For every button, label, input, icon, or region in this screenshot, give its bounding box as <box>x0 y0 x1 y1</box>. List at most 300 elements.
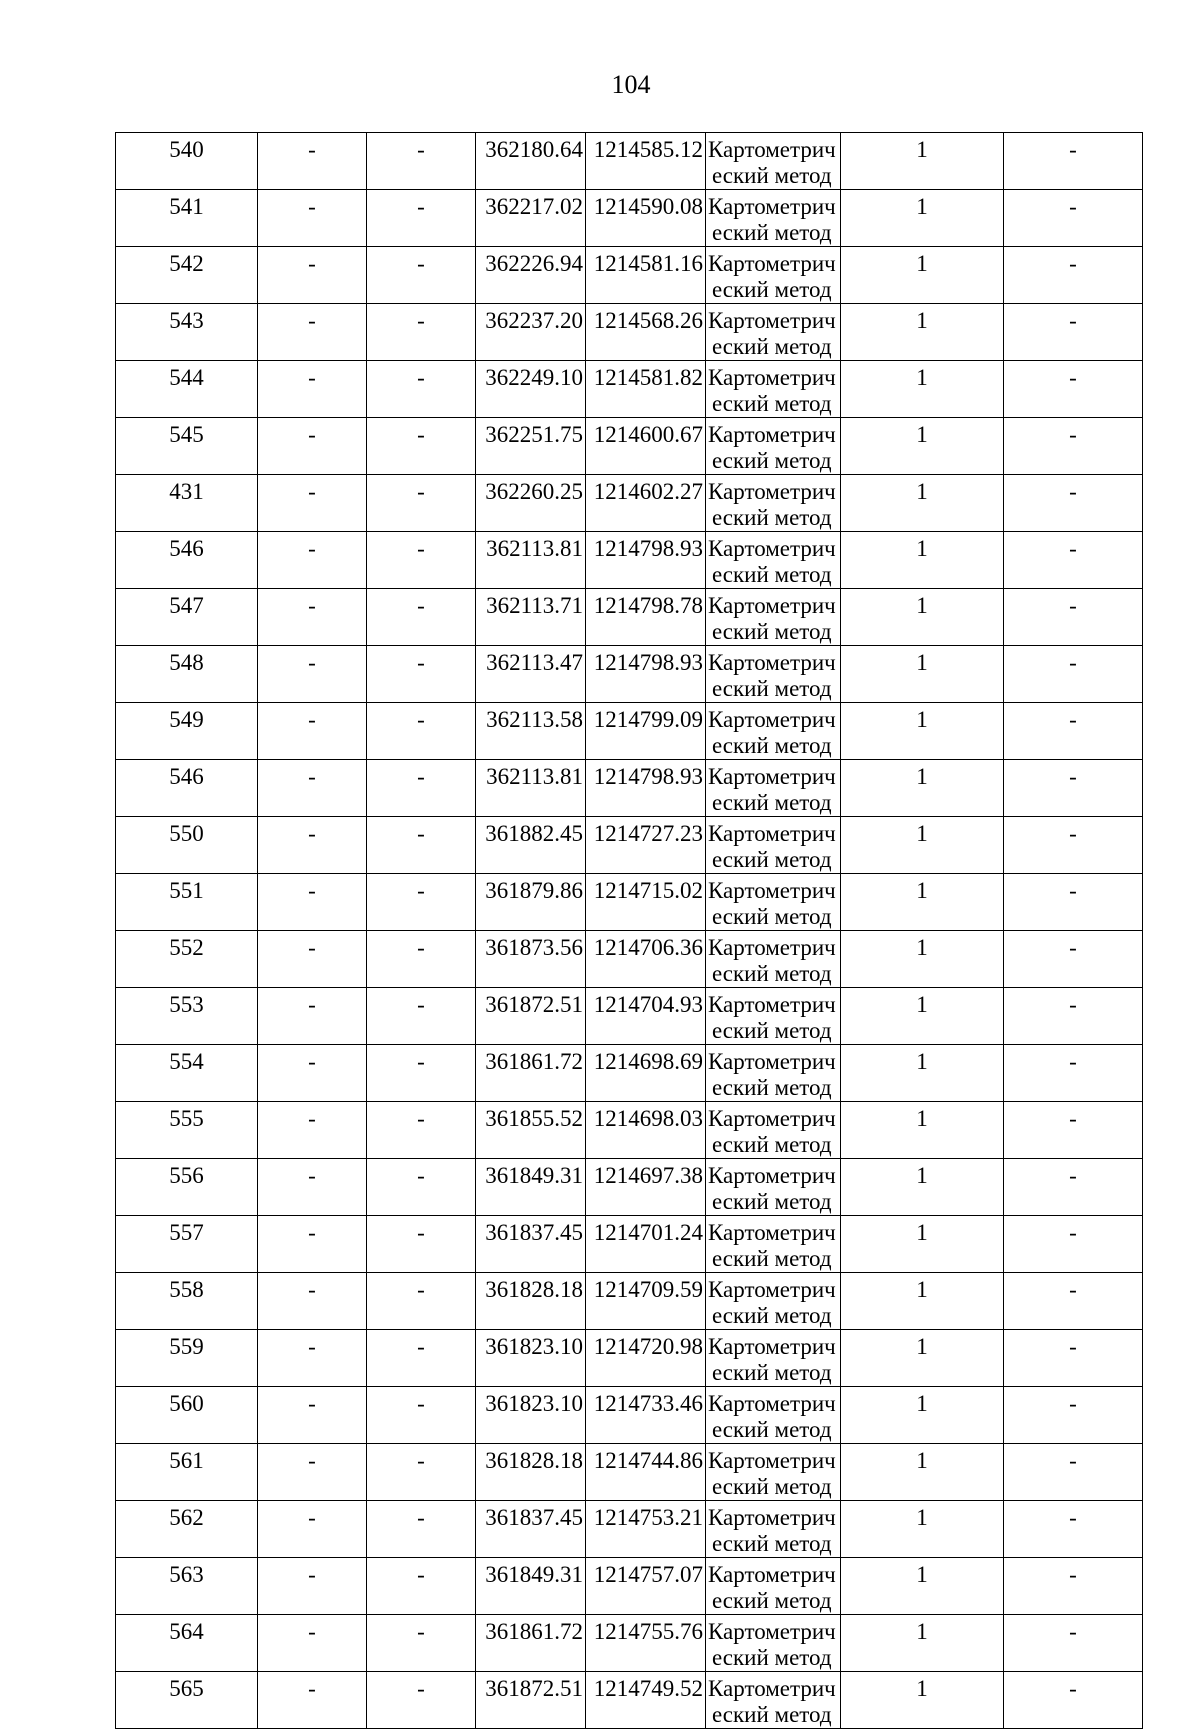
dash-cell-2 <box>367 817 476 874</box>
dash-cell-last-text: - <box>1069 1619 1077 1644</box>
coordinates-table <box>115 132 1143 1729</box>
x-coordinate-cell <box>476 1387 586 1444</box>
dash-cell-1-text: - <box>308 422 316 447</box>
method-cell <box>706 1672 841 1729</box>
accuracy-cell-text: 1 <box>916 1619 928 1644</box>
y-coordinate-cell <box>586 475 706 532</box>
accuracy-cell-text: 1 <box>916 1448 928 1473</box>
method-line-1: Картометрич <box>708 536 836 561</box>
x-coordinate-cell <box>476 1444 586 1501</box>
dash-cell-2-text: - <box>417 821 425 846</box>
accuracy-cell <box>841 760 1004 817</box>
y-coordinate-cell <box>586 589 706 646</box>
x-coordinate-cell-text: 362217.02 <box>485 194 583 219</box>
point-number-cell-text: 541 <box>169 194 204 219</box>
method-text <box>708 589 840 645</box>
y-coordinate-cell-text: 1214727.23 <box>593 821 703 846</box>
point-number-cell-text: 560 <box>169 1391 204 1416</box>
method-line-1: Картометрич <box>708 1505 836 1530</box>
method-line-2: еский метод <box>712 1303 832 1328</box>
table-row <box>116 988 1143 1045</box>
point-number-cell <box>116 1501 258 1558</box>
dash-cell-2-text: - <box>417 479 425 504</box>
method-text <box>708 646 840 702</box>
dash-cell-2 <box>367 1615 476 1672</box>
x-coordinate-cell-text: 362180.64 <box>485 137 583 162</box>
table-row <box>116 1672 1143 1729</box>
accuracy-cell <box>841 874 1004 931</box>
accuracy-cell-text: 1 <box>916 821 928 846</box>
dash-cell-last-text: - <box>1069 1448 1077 1473</box>
accuracy-cell-text: 1 <box>916 422 928 447</box>
dash-cell-last-text: - <box>1069 1049 1077 1074</box>
point-number-cell <box>116 1273 258 1330</box>
dash-cell-last-text: - <box>1069 1220 1077 1245</box>
method-line-2: еский метод <box>712 277 832 302</box>
y-coordinate-cell-text: 1214798.93 <box>593 764 703 789</box>
x-coordinate-cell-text: 361861.72 <box>485 1049 583 1074</box>
dash-cell-1 <box>258 646 367 703</box>
dash-cell-1-text: - <box>308 878 316 903</box>
point-number-cell-text: 546 <box>169 536 204 561</box>
dash-cell-1-text: - <box>308 1163 316 1188</box>
method-text <box>708 190 840 246</box>
dash-cell-1-text: - <box>308 1505 316 1530</box>
point-number-cell <box>116 190 258 247</box>
method-cell <box>706 931 841 988</box>
dash-cell-1-text: - <box>308 593 316 618</box>
method-line-2: еский метод <box>712 904 832 929</box>
method-line-1: Картометрич <box>708 821 836 846</box>
method-line-2: еский метод <box>712 961 832 986</box>
x-coordinate-cell-text: 361828.18 <box>485 1277 583 1302</box>
x-coordinate-cell-text: 361872.51 <box>485 1676 583 1701</box>
table-row <box>116 1444 1143 1501</box>
dash-cell-1 <box>258 1159 367 1216</box>
method-line-2: еский метод <box>712 1360 832 1385</box>
x-coordinate-cell <box>476 760 586 817</box>
point-number-cell <box>116 133 258 190</box>
dash-cell-1 <box>258 1444 367 1501</box>
table-row <box>116 532 1143 589</box>
dash-cell-1 <box>258 760 367 817</box>
table-body <box>116 133 1143 1729</box>
x-coordinate-cell <box>476 988 586 1045</box>
x-coordinate-cell-text: 361855.52 <box>485 1106 583 1131</box>
dash-cell-2 <box>367 589 476 646</box>
dash-cell-last <box>1004 874 1143 931</box>
method-line-1: Картометрич <box>708 1163 836 1188</box>
method-line-2: еский метод <box>712 1075 832 1100</box>
y-coordinate-cell-text: 1214720.98 <box>593 1334 703 1359</box>
method-line-2: еский метод <box>712 676 832 701</box>
x-coordinate-cell <box>476 1615 586 1672</box>
y-coordinate-cell-text: 1214697.38 <box>593 1163 703 1188</box>
x-coordinate-cell-text: 361882.45 <box>485 821 583 846</box>
dash-cell-1-text: - <box>308 479 316 504</box>
method-line-2: еский метод <box>712 163 832 188</box>
x-coordinate-cell <box>476 1216 586 1273</box>
x-coordinate-cell <box>476 361 586 418</box>
accuracy-cell-text: 1 <box>916 1049 928 1074</box>
method-line-1: Картометрич <box>708 1391 836 1416</box>
dash-cell-2 <box>367 418 476 475</box>
point-number-cell-text: 548 <box>169 650 204 675</box>
x-coordinate-cell-text: 361879.86 <box>485 878 583 903</box>
point-number-cell-text: 546 <box>169 764 204 789</box>
dash-cell-2 <box>367 133 476 190</box>
y-coordinate-cell-text: 1214749.52 <box>593 1676 703 1701</box>
dash-cell-last <box>1004 646 1143 703</box>
dash-cell-2 <box>367 1387 476 1444</box>
dash-cell-2-text: - <box>417 707 425 732</box>
dash-cell-2 <box>367 1444 476 1501</box>
x-coordinate-cell <box>476 247 586 304</box>
accuracy-cell <box>841 532 1004 589</box>
accuracy-cell <box>841 304 1004 361</box>
accuracy-cell-text: 1 <box>916 707 928 732</box>
x-coordinate-cell-text: 361837.45 <box>485 1505 583 1530</box>
y-coordinate-cell-text: 1214704.93 <box>593 992 703 1017</box>
point-number-cell-text: 553 <box>169 992 204 1017</box>
dash-cell-last <box>1004 418 1143 475</box>
x-coordinate-cell-text: 362226.94 <box>485 251 583 276</box>
table-row <box>116 874 1143 931</box>
dash-cell-2 <box>367 1330 476 1387</box>
x-coordinate-cell <box>476 703 586 760</box>
dash-cell-1 <box>258 1615 367 1672</box>
y-coordinate-cell-text: 1214581.16 <box>593 251 703 276</box>
x-coordinate-cell <box>476 190 586 247</box>
dash-cell-last-text: - <box>1069 992 1077 1017</box>
method-line-2: еский метод <box>712 790 832 815</box>
table-row <box>116 1330 1143 1387</box>
dash-cell-1-text: - <box>308 137 316 162</box>
dash-cell-1 <box>258 1102 367 1159</box>
point-number-cell <box>116 1558 258 1615</box>
dash-cell-1-text: - <box>308 1676 316 1701</box>
dash-cell-2-text: - <box>417 422 425 447</box>
method-line-2: еский метод <box>712 1531 832 1556</box>
table-row <box>116 1159 1143 1216</box>
y-coordinate-cell <box>586 304 706 361</box>
y-coordinate-cell <box>586 988 706 1045</box>
method-line-2: еский метод <box>712 1702 832 1727</box>
accuracy-cell <box>841 1387 1004 1444</box>
point-number-cell-text: 552 <box>169 935 204 960</box>
method-cell <box>706 304 841 361</box>
y-coordinate-cell-text: 1214798.93 <box>593 536 703 561</box>
point-number-cell <box>116 361 258 418</box>
method-line-1: Картометрич <box>708 1562 836 1587</box>
method-cell <box>706 988 841 1045</box>
y-coordinate-cell <box>586 1501 706 1558</box>
point-number-cell <box>116 931 258 988</box>
method-cell <box>706 190 841 247</box>
point-number-cell <box>116 247 258 304</box>
y-coordinate-cell <box>586 1444 706 1501</box>
table-row <box>116 1558 1143 1615</box>
dash-cell-1 <box>258 1501 367 1558</box>
point-number-cell-text: 550 <box>169 821 204 846</box>
method-text <box>708 1501 840 1557</box>
method-line-1: Картометрич <box>708 194 836 219</box>
table-row <box>116 361 1143 418</box>
dash-cell-last <box>1004 1615 1143 1672</box>
dash-cell-2 <box>367 304 476 361</box>
method-cell <box>706 1387 841 1444</box>
table-row <box>116 247 1143 304</box>
x-coordinate-cell-text: 361823.10 <box>485 1334 583 1359</box>
point-number-cell-text: 547 <box>169 593 204 618</box>
dash-cell-1 <box>258 475 367 532</box>
dash-cell-last <box>1004 931 1143 988</box>
x-coordinate-cell <box>476 589 586 646</box>
dash-cell-last <box>1004 133 1143 190</box>
method-text <box>708 532 840 588</box>
dash-cell-last-text: - <box>1069 1277 1077 1302</box>
method-line-2: еский метод <box>712 334 832 359</box>
dash-cell-1-text: - <box>308 650 316 675</box>
x-coordinate-cell-text: 361849.31 <box>485 1163 583 1188</box>
dash-cell-2 <box>367 703 476 760</box>
accuracy-cell-text: 1 <box>916 1334 928 1359</box>
dash-cell-1-text: - <box>308 1049 316 1074</box>
dash-cell-1 <box>258 247 367 304</box>
point-number-cell-text: 556 <box>169 1163 204 1188</box>
x-coordinate-cell <box>476 817 586 874</box>
method-line-2: еский метод <box>712 448 832 473</box>
dash-cell-1 <box>258 418 367 475</box>
dash-cell-2-text: - <box>417 650 425 675</box>
point-number-cell-text: 549 <box>169 707 204 732</box>
point-number-cell <box>116 475 258 532</box>
dash-cell-2-text: - <box>417 194 425 219</box>
method-text <box>708 418 840 474</box>
method-line-1: Картометрич <box>708 251 836 276</box>
y-coordinate-cell-text: 1214701.24 <box>593 1220 703 1245</box>
dash-cell-2 <box>367 361 476 418</box>
accuracy-cell-text: 1 <box>916 308 928 333</box>
dash-cell-1 <box>258 1558 367 1615</box>
method-cell <box>706 1273 841 1330</box>
y-coordinate-cell <box>586 817 706 874</box>
method-line-2: еский метод <box>712 733 832 758</box>
dash-cell-1 <box>258 703 367 760</box>
dash-cell-1-text: - <box>308 935 316 960</box>
dash-cell-2-text: - <box>417 593 425 618</box>
dash-cell-last <box>1004 1330 1143 1387</box>
table-row <box>116 1102 1143 1159</box>
dash-cell-1 <box>258 190 367 247</box>
dash-cell-2-text: - <box>417 935 425 960</box>
point-number-cell-text: 544 <box>169 365 204 390</box>
dash-cell-2-text: - <box>417 137 425 162</box>
method-text <box>708 1672 840 1728</box>
y-coordinate-cell-text: 1214602.27 <box>593 479 703 504</box>
method-text <box>708 1444 840 1500</box>
dash-cell-2-text: - <box>417 1448 425 1473</box>
dash-cell-2 <box>367 1102 476 1159</box>
y-coordinate-cell-text: 1214799.09 <box>593 707 703 732</box>
method-line-2: еский метод <box>712 1018 832 1043</box>
dash-cell-last-text: - <box>1069 137 1077 162</box>
dash-cell-last-text: - <box>1069 821 1077 846</box>
dash-cell-1-text: - <box>308 1106 316 1131</box>
method-cell <box>706 1216 841 1273</box>
y-coordinate-cell-text: 1214698.69 <box>593 1049 703 1074</box>
y-coordinate-cell-text: 1214757.07 <box>593 1562 703 1587</box>
accuracy-cell <box>841 190 1004 247</box>
accuracy-cell-text: 1 <box>916 1277 928 1302</box>
point-number-cell-text: 543 <box>169 308 204 333</box>
method-text <box>708 817 840 873</box>
x-coordinate-cell <box>476 532 586 589</box>
method-line-1: Картометрич <box>708 707 836 732</box>
dash-cell-1 <box>258 988 367 1045</box>
point-number-cell <box>116 703 258 760</box>
accuracy-cell <box>841 703 1004 760</box>
accuracy-cell <box>841 133 1004 190</box>
y-coordinate-cell-text: 1214698.03 <box>593 1106 703 1131</box>
method-text <box>708 1216 840 1272</box>
table-row <box>116 304 1143 361</box>
dash-cell-last <box>1004 1102 1143 1159</box>
method-cell <box>706 418 841 475</box>
x-coordinate-cell-text: 361849.31 <box>485 1562 583 1587</box>
method-cell <box>706 817 841 874</box>
accuracy-cell-text: 1 <box>916 1163 928 1188</box>
dash-cell-2 <box>367 931 476 988</box>
dash-cell-last <box>1004 988 1143 1045</box>
accuracy-cell-text: 1 <box>916 137 928 162</box>
dash-cell-1 <box>258 361 367 418</box>
point-number-cell <box>116 532 258 589</box>
dash-cell-2 <box>367 988 476 1045</box>
table-row <box>116 190 1143 247</box>
method-cell <box>706 133 841 190</box>
x-coordinate-cell-text: 361873.56 <box>485 935 583 960</box>
method-text <box>708 703 840 759</box>
table-row <box>116 133 1143 190</box>
dash-cell-last-text: - <box>1069 1106 1077 1131</box>
dash-cell-1 <box>258 931 367 988</box>
table-row <box>116 646 1143 703</box>
accuracy-cell <box>841 988 1004 1045</box>
point-number-cell <box>116 589 258 646</box>
method-line-2: еский метод <box>712 220 832 245</box>
accuracy-cell-text: 1 <box>916 878 928 903</box>
y-coordinate-cell <box>586 418 706 475</box>
x-coordinate-cell-text: 362113.81 <box>486 536 583 561</box>
dash-cell-2 <box>367 1159 476 1216</box>
dash-cell-last <box>1004 760 1143 817</box>
y-coordinate-cell-text: 1214733.46 <box>593 1391 703 1416</box>
dash-cell-2 <box>367 475 476 532</box>
accuracy-cell-text: 1 <box>916 764 928 789</box>
accuracy-cell <box>841 931 1004 988</box>
dash-cell-2 <box>367 1672 476 1729</box>
accuracy-cell <box>841 817 1004 874</box>
method-line-1: Картометрич <box>708 137 836 162</box>
table-row <box>116 760 1143 817</box>
accuracy-cell-text: 1 <box>916 251 928 276</box>
x-coordinate-cell-text: 362249.10 <box>485 365 583 390</box>
point-number-cell-text: 565 <box>169 1676 204 1701</box>
method-line-1: Картометрич <box>708 1106 836 1131</box>
x-coordinate-cell-text: 361828.18 <box>485 1448 583 1473</box>
method-line-1: Картометрич <box>708 1220 836 1245</box>
x-coordinate-cell <box>476 931 586 988</box>
dash-cell-last <box>1004 532 1143 589</box>
table-row <box>116 1273 1143 1330</box>
method-text <box>708 1615 840 1671</box>
method-line-1: Картометрич <box>708 365 836 390</box>
dash-cell-2 <box>367 1216 476 1273</box>
method-line-1: Картометрич <box>708 593 836 618</box>
dash-cell-last <box>1004 589 1143 646</box>
dash-cell-last <box>1004 1444 1143 1501</box>
method-line-2: еский метод <box>712 505 832 530</box>
dash-cell-last-text: - <box>1069 1562 1077 1587</box>
y-coordinate-cell-text: 1214753.21 <box>593 1505 703 1530</box>
dash-cell-1 <box>258 304 367 361</box>
method-line-1: Картометрич <box>708 422 836 447</box>
y-coordinate-cell <box>586 874 706 931</box>
accuracy-cell <box>841 1501 1004 1558</box>
point-number-cell-text: 559 <box>169 1334 204 1359</box>
dash-cell-last <box>1004 304 1143 361</box>
x-coordinate-cell <box>476 1045 586 1102</box>
point-number-cell <box>116 1102 258 1159</box>
y-coordinate-cell <box>586 760 706 817</box>
dash-cell-1-text: - <box>308 536 316 561</box>
x-coordinate-cell <box>476 133 586 190</box>
method-cell <box>706 760 841 817</box>
method-text <box>708 475 840 531</box>
accuracy-cell <box>841 1102 1004 1159</box>
dash-cell-1 <box>258 133 367 190</box>
method-text <box>708 760 840 816</box>
x-coordinate-cell <box>476 304 586 361</box>
method-line-2: еский метод <box>712 1132 832 1157</box>
y-coordinate-cell <box>586 532 706 589</box>
dash-cell-2-text: - <box>417 1619 425 1644</box>
y-coordinate-cell-text: 1214600.67 <box>593 422 703 447</box>
dash-cell-2 <box>367 1558 476 1615</box>
dash-cell-2-text: - <box>417 1106 425 1131</box>
dash-cell-1 <box>258 817 367 874</box>
dash-cell-2-text: - <box>417 1277 425 1302</box>
dash-cell-1 <box>258 1672 367 1729</box>
dash-cell-last <box>1004 190 1143 247</box>
accuracy-cell <box>841 1159 1004 1216</box>
dash-cell-1 <box>258 1330 367 1387</box>
dash-cell-1 <box>258 1387 367 1444</box>
dash-cell-1-text: - <box>308 1619 316 1644</box>
dash-cell-last <box>1004 247 1143 304</box>
y-coordinate-cell <box>586 190 706 247</box>
dash-cell-last-text: - <box>1069 1676 1077 1701</box>
accuracy-cell <box>841 475 1004 532</box>
method-line-2: еский метод <box>712 1588 832 1613</box>
dash-cell-last-text: - <box>1069 251 1077 276</box>
dash-cell-last <box>1004 1045 1143 1102</box>
dash-cell-1-text: - <box>308 1220 316 1245</box>
method-text <box>708 1387 840 1443</box>
accuracy-cell <box>841 418 1004 475</box>
dash-cell-2 <box>367 1273 476 1330</box>
